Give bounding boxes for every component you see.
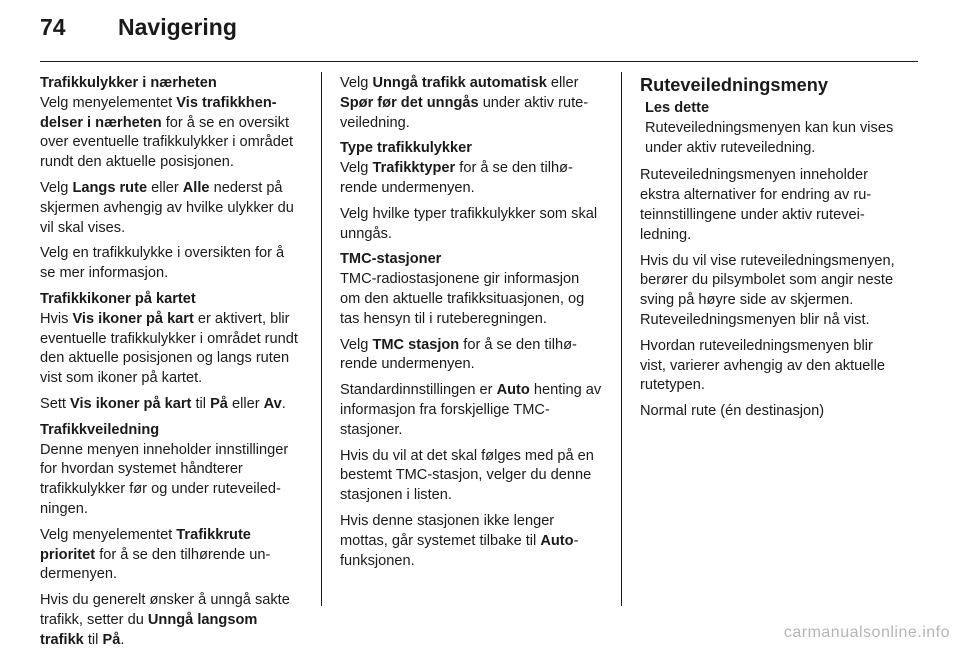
section-heading-traffic-icons: Trafikkikoner på kartet (40, 290, 196, 307)
menu-term: Auto (496, 382, 530, 399)
section-heading-route-guidance-menu: Ruteveiledningsmeny (640, 75, 828, 95)
paragraph: Hvis du vil vise ruteveiledningsmenyen, berører du pilsymbolet som angir neste sving på høyre side av skjermen. Ruteveiledningsmenyen blir nå vist. (640, 252, 895, 328)
column-3 (640, 74, 902, 604)
paragraph: Denne menyen inneholder innstillinger for hvordan systemet håndterer trafikkulykker før og under ruteveiledningen. (40, 441, 289, 517)
menu-term: Vis trafikkhendelser i nærheten (40, 94, 277, 131)
paragraph: Velg Langs rute eller Alle nederst på skjermen avhengig av hvilke ulykker du vil skal vises. (40, 179, 294, 236)
paragraph: Velg en trafikkulykke i oversikten for å se mer informasjon. (40, 245, 285, 282)
paragraph: Hvis Vis ikoner på kart er aktivert, blir eventuelle trafikkulykker i området rundt den aktuelle posisjonen og langs ruten vist som ikoner på kartet. (40, 310, 298, 387)
paragraph: Hvordan ruteveiledningsmenyen blir vist, varierer avhengig av den aktuelle rutetypen. (640, 337, 885, 394)
column-1 (40, 74, 302, 648)
note-title: Les dette (645, 100, 710, 116)
section-heading-traffic-nearby: Trafikkulykker i nærheten (40, 75, 217, 91)
menu-term: Vis ikoner på kart (70, 395, 192, 412)
menu-term: Vis ikoner på kart (72, 310, 194, 327)
note-body: Ruteveiledningsmenyen kan kun vises under aktiv ruteveiledning. (645, 119, 894, 156)
menu-term: På (102, 631, 121, 648)
paragraph: Hvis du generelt ønsker å unngå sakte trafikk, setter du Unngå langsom trafikk til På. (40, 592, 290, 648)
column-divider (321, 72, 322, 606)
header-rule (40, 61, 918, 62)
section-heading-tmc-stations: TMC-stasjoner (340, 251, 442, 268)
menu-term: Spør før det unngås (340, 94, 479, 111)
section-heading-traffic-guidance: Trafikkveiledning (40, 421, 160, 438)
paragraph: Velg TMC stasjon for å se den tilhørende undermenyen. (340, 336, 577, 373)
column-2 (340, 74, 602, 604)
menu-term: På (210, 395, 228, 412)
menu-term: Unngå langsom trafikk (40, 611, 258, 648)
menu-term: Av (263, 395, 282, 412)
paragraph: Ruteveiledningsmenyen inneholder ekstra alternativer for endring av ruteinnstillingene under aktiv ruteveiledning. (640, 167, 872, 243)
column-divider (621, 72, 622, 606)
paragraph: Normal rute (én destinasjon) (640, 403, 825, 420)
menu-term: Unngå trafikk automatisk (372, 75, 547, 91)
note-box (640, 99, 902, 158)
menu-term: TMC stasjon (372, 336, 460, 353)
page-title: Navigering (118, 14, 237, 40)
menu-term: Langs rute (72, 179, 148, 196)
paragraph: Velg menyelementet Vis trafikkhendelser i nærheten for å se en oversikt over eventuelle trafikkulykker i området rundt den aktuelle posisjonen. (40, 94, 294, 171)
paragraph: TMC-radiostasjonene gir informasjon om den aktuelle trafikksituasjonen, og tas hensyn til i ruteberegningen. (340, 271, 585, 327)
paragraph: Standardinnstillingen er Auto henting av informasjon fra forskjellige TMC-stasjoner. (340, 382, 602, 438)
watermark: carmanualsonline.info (783, 624, 950, 641)
menu-term: Trafikktyper (372, 160, 456, 177)
paragraph: Velg Unngå trafikk automatisk eller Spør før det unngås under aktiv ruteveiledning. (340, 75, 589, 131)
paragraph: Sett Vis ikoner på kart til På eller Av. (40, 395, 286, 412)
section-heading-traffic-types: Type trafikkulykker (340, 140, 472, 157)
paragraph: Hvis denne stasjonen ikke lenger mottas, går systemet tilbake til Auto-funksjonen. (340, 512, 579, 569)
menu-term: Trafikkrute prioritet (40, 526, 251, 563)
menu-term: Alle (182, 179, 210, 196)
paragraph: Hvis du vil at det skal følges med på en bestemt TMC-stasjon, velger du denne stasjonen i listen. (340, 447, 594, 504)
paragraph: Velg menyelementet Trafikkrute prioritet for å se den tilhørende undermenyen. (40, 526, 271, 583)
paragraph: Velg Trafikktyper for å se den tilhørende undermenyen. (340, 160, 573, 196)
paragraph: Velg hvilke typer trafikkulykker som skal unngås. (340, 205, 598, 242)
menu-term: Auto (540, 532, 574, 549)
page-number: 74 (40, 14, 66, 40)
